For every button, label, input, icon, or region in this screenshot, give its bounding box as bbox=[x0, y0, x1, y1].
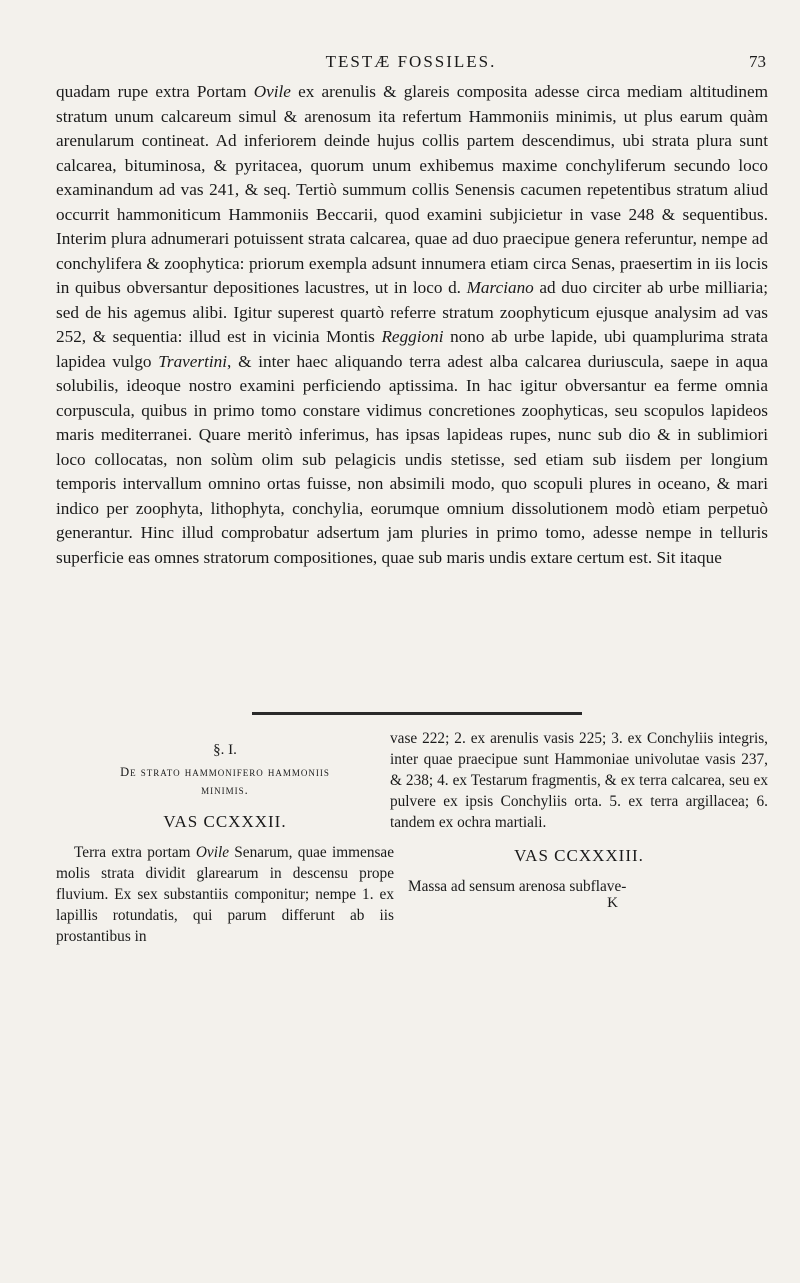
section-heading bbox=[56, 763, 394, 799]
vas-heading-232: VAS CCXXXII. bbox=[163, 812, 287, 831]
section-divider-rule bbox=[252, 712, 582, 715]
page-number: 73 bbox=[749, 52, 766, 71]
section-heading-line-1: De strato hammonifero hammoniis bbox=[120, 765, 330, 779]
main-paragraph: quadam rupe extra Portam Ovile ex arenulis & glareis composita adesse circa mediam altitudinem stratum unum calcareum simul & arenosum ita refertum Hammoniis minimis, ut plus earum quàm arenularum contineat. Ad inferiorem deinde hujus collis partem descendimus, ubi strata plura sunt calcarea, bituminosa, & pyritacea, quorum unum exhibemus maxime conchyliferum secundo loco examinandum ad vas 241, & seq. Tertiò summum collis Senensis cacumen repetentibus stratum aliud occurrit hammoniticum Hammoniis Beccarii, quod examini subjicietur in vase 248 & sequentibus. Interim plura adnumerari potuissent strata calcarea, quae ad duo praecipue genera referuntur, nempe ad conchylifera & zoophytica: priorum exempla adsunt innumera etiam circa Senas, praesertim in iis locis in quibus obversantur depositiones lacustres, ut in loco d. Marciano ad duo circiter ab urbe milliaria; sed de his agemus alibi. Igitur superest quartò referre stratum zoophyticum ejusque analysim ad vas 252, & sequentia: illud est in vicinia Montis Reggioni nono ab urbe lapide, ubi quamplurima strata lapidea vulgo Travertini, & inter haec aliquando terra adest alba calcarea duriuscula, saepe in aqua solubilis, ideoque nostro examini perficiendo aptissima. In hac igitur obversantur ea ferme omnia corpuscula, quibus in primo tomo constare vidimus concretiones zoophyticas, seu scopulos lapideos maris mediterranei. Quare meritò inferimus, has ipsas lapideas rupes, nunc sub dio & in sublimiori loco collocatas, non solùm olim sub pelagicis undis stetisse, sed etiam sub iisdem per longium temporis intervallum omnino ortas fuisse, non absimili modo, quo scopuli plures in oceano, & mari indico per zoophyta, lithophyta, conchylia, eorumque omnium dissolutionem modò etiam perpetuò generantur. Hinc illud comprobatur adsertum jam pluries in primo tomo, adesse nempe in telluris superficie eas omnes stratorum compositiones, quae sub maris undis extare certum est. Sit itaque bbox=[56, 82, 769, 567]
running-title: TESTÆ FOSSILES. bbox=[325, 52, 497, 71]
place-name-reggioni: Reggioni bbox=[381, 327, 444, 346]
vas-heading-233: VAS CCXXXIII. bbox=[514, 846, 644, 865]
running-head bbox=[56, 52, 766, 78]
term-travertini: Travertini bbox=[158, 351, 228, 371]
right-column bbox=[390, 728, 768, 914]
right-column-paragraph-2: Massa ad sensum arenosa subflave- bbox=[408, 878, 627, 895]
left-column bbox=[56, 728, 394, 947]
section-heading-line-2: minimis. bbox=[201, 783, 249, 797]
place-name-ovile: Ovile bbox=[253, 82, 291, 101]
signature-mark: K bbox=[607, 895, 618, 911]
main-text-block bbox=[56, 80, 768, 570]
section-number: §. I. bbox=[213, 742, 237, 758]
place-name-ovile-2: Ovile bbox=[195, 844, 229, 861]
right-column-paragraph-1: vase 222; 2. ex arenulis vasis 225; 3. ex Conchyliis integris, inter quae praecipue sunt Hammoniae univolutae vasis 237, & 238; 4. ex Testarum fragmentis, & ex terra calcarea, seu ex pulvere ex ipsis Conchyliis orta. 5. ex terra argillacea; 6. tandem ex ochra martiali. bbox=[390, 730, 768, 831]
place-name-marciano: Marciano bbox=[466, 278, 534, 297]
left-column-paragraph: Terra extra portam Ovile Senarum, quae immensae molis strata dividit glarearum in descensu prope fluvium. Ex sex substantiis componitur; nempe 1. ex lapillis rotundatis, qui parum differunt ab iis prostantibus in bbox=[56, 844, 394, 945]
